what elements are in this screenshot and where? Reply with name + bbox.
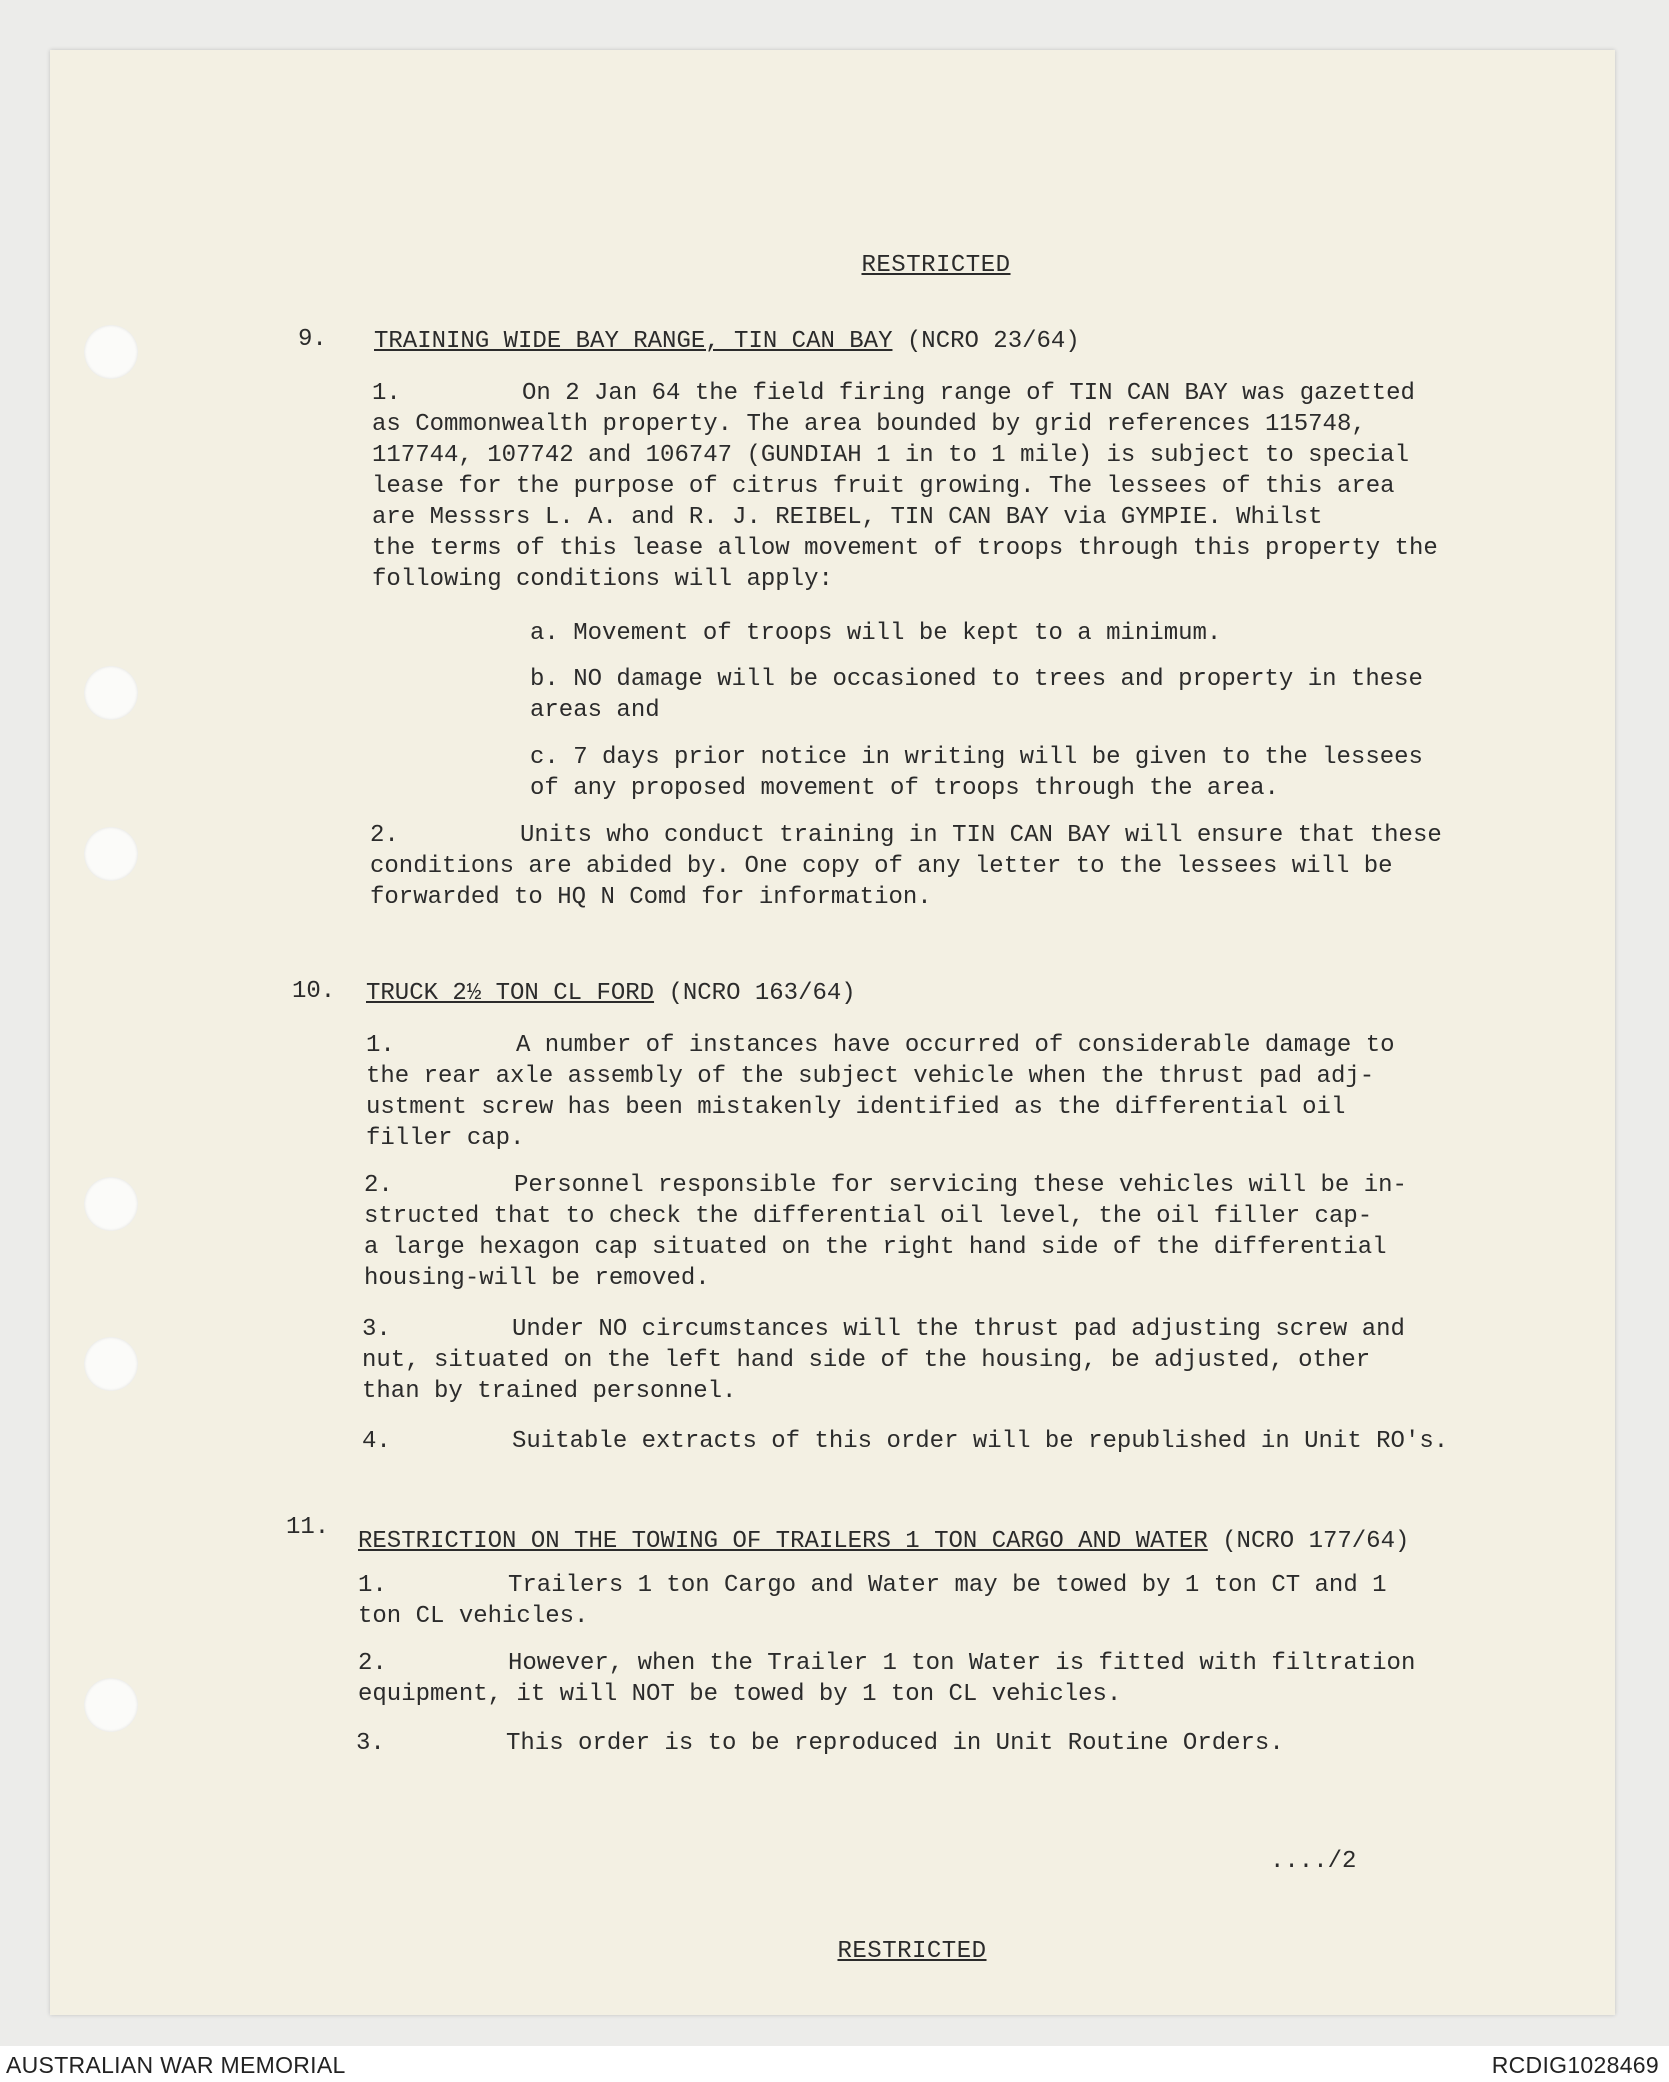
classification-footer: RESTRICTED	[837, 1938, 987, 1965]
para-line: This order is to be reproduced in Unit Routine Orders.	[506, 1730, 1284, 1757]
para-line: as Commonwealth property. The area bounded by grid references 115748,	[372, 411, 1366, 438]
section-9-heading	[374, 326, 1080, 357]
section-10-number: 10.	[292, 978, 336, 1005]
section-9-sub-c	[530, 742, 1423, 804]
para-number: 3.	[362, 1316, 391, 1343]
section-11-para-3	[356, 1728, 1284, 1759]
para-number: 1.	[358, 1572, 387, 1599]
section-11-para-1	[358, 1570, 1387, 1632]
section-9-para-2	[370, 820, 1442, 913]
para-line: However, when the Trailer 1 ton Water is fitted with filtration	[508, 1650, 1416, 1677]
para-line: conditions are abided by. One copy of any letter to the lessees will be	[370, 853, 1393, 880]
para-line: ustment screw has been mistakenly identified as the differential oil	[366, 1094, 1346, 1121]
para-line: 117744, 107742 and 106747 (GUNDIAH 1 in to 1 mile) is subject to special	[372, 442, 1409, 469]
continuation-marker: ..../2	[1270, 1848, 1357, 1875]
classification-header: RESTRICTED	[861, 252, 1011, 279]
para-line: are Messsrs L. A. and R. J. REIBEL, TIN CAN BAY via GYMPIE. Whilst	[372, 504, 1323, 531]
para-line: Suitable extracts of this order will be republished in Unit RO's.	[512, 1428, 1449, 1455]
para-number: 1.	[366, 1032, 395, 1059]
section-9-sub-a	[530, 618, 1221, 649]
sub-line: b. NO damage will be occasioned to trees and property in these	[530, 666, 1423, 693]
sub-line: c. 7 days prior notice in writing will be given to the lessees	[530, 744, 1423, 771]
para-line: than by trained personnel.	[362, 1378, 737, 1405]
section-10-para-1	[366, 1030, 1395, 1154]
section-10-title: TRUCK 2½ TON CL FORD	[366, 980, 655, 1007]
para-line: structed that to check the differential oil level, the oil filler cap-	[364, 1203, 1373, 1230]
para-line: following conditions will apply:	[372, 566, 833, 593]
section-9-sub-b	[530, 664, 1423, 726]
para-number: 2.	[364, 1172, 393, 1199]
sub-line: areas and	[530, 697, 660, 724]
section-9-title: TRAINING WIDE BAY RANGE, TIN CAN BAY	[374, 328, 893, 355]
para-line: On 2 Jan 64 the field firing range of TIN CAN BAY was gazetted	[522, 380, 1415, 407]
para-number: 2.	[370, 822, 399, 849]
para-line: lease for the purpose of citrus fruit growing. The lessees of this area	[372, 473, 1395, 500]
sub-line: of any proposed movement of troops through the area.	[530, 775, 1279, 802]
section-11-para-2	[358, 1648, 1415, 1710]
section-11-heading	[358, 1526, 1409, 1557]
para-number: 2.	[358, 1650, 387, 1677]
section-10-para-3	[362, 1314, 1405, 1407]
para-line: Trailers 1 ton Cargo and Water may be towed by 1 ton CT and 1	[508, 1572, 1387, 1599]
para-line: a large hexagon cap situated on the right hand side of the differential	[364, 1234, 1387, 1261]
para-line: housing-will be removed.	[364, 1265, 710, 1292]
para-number: 3.	[356, 1730, 385, 1757]
para-line: filler cap.	[366, 1125, 525, 1152]
para-number: 4.	[362, 1428, 391, 1455]
para-number: 1.	[372, 380, 401, 407]
section-10-para-2	[364, 1170, 1407, 1294]
section-11-title: RESTRICTION ON THE TOWING OF TRAILERS 1 TON CARGO AND WATER	[358, 1528, 1208, 1555]
section-10-ref: (NCRO 163/64)	[668, 980, 856, 1007]
section-10-para-4	[362, 1426, 1448, 1457]
para-line: A number of instances have occurred of considerable damage to	[516, 1032, 1395, 1059]
para-line: Units who conduct training in TIN CAN BAY will ensure that these	[520, 822, 1442, 849]
archive-id: RCDIG1028469	[1491, 2052, 1659, 2078]
para-line: forwarded to HQ N Comd for information.	[370, 884, 932, 911]
section-9-ref: (NCRO 23/64)	[906, 328, 1080, 355]
archive-institution: AUSTRALIAN WAR MEMORIAL	[6, 2052, 346, 2078]
para-line: nut, situated on the left hand side of the housing, be adjusted, other	[362, 1347, 1371, 1374]
sub-line: a. Movement of troops will be kept to a minimum.	[530, 620, 1222, 647]
para-line: Personnel responsible for servicing these vehicles will be in-	[514, 1172, 1407, 1199]
para-line: the rear axle assembly of the subject vehicle when the thrust pad adj-	[366, 1063, 1375, 1090]
section-10-heading	[366, 978, 856, 1009]
section-9-para-1	[372, 378, 1438, 595]
para-line: the terms of this lease allow movement of troops through this property the	[372, 535, 1438, 562]
section-9-number: 9.	[298, 326, 327, 353]
para-line: equipment, it will NOT be towed by 1 ton CL vehicles.	[358, 1681, 1122, 1708]
section-11-number: 11.	[286, 1514, 330, 1541]
para-line: Under NO circumstances will the thrust pad adjusting screw and	[512, 1316, 1405, 1343]
section-11-ref: (NCRO 177/64)	[1222, 1528, 1410, 1555]
para-line: ton CL vehicles.	[358, 1603, 589, 1630]
